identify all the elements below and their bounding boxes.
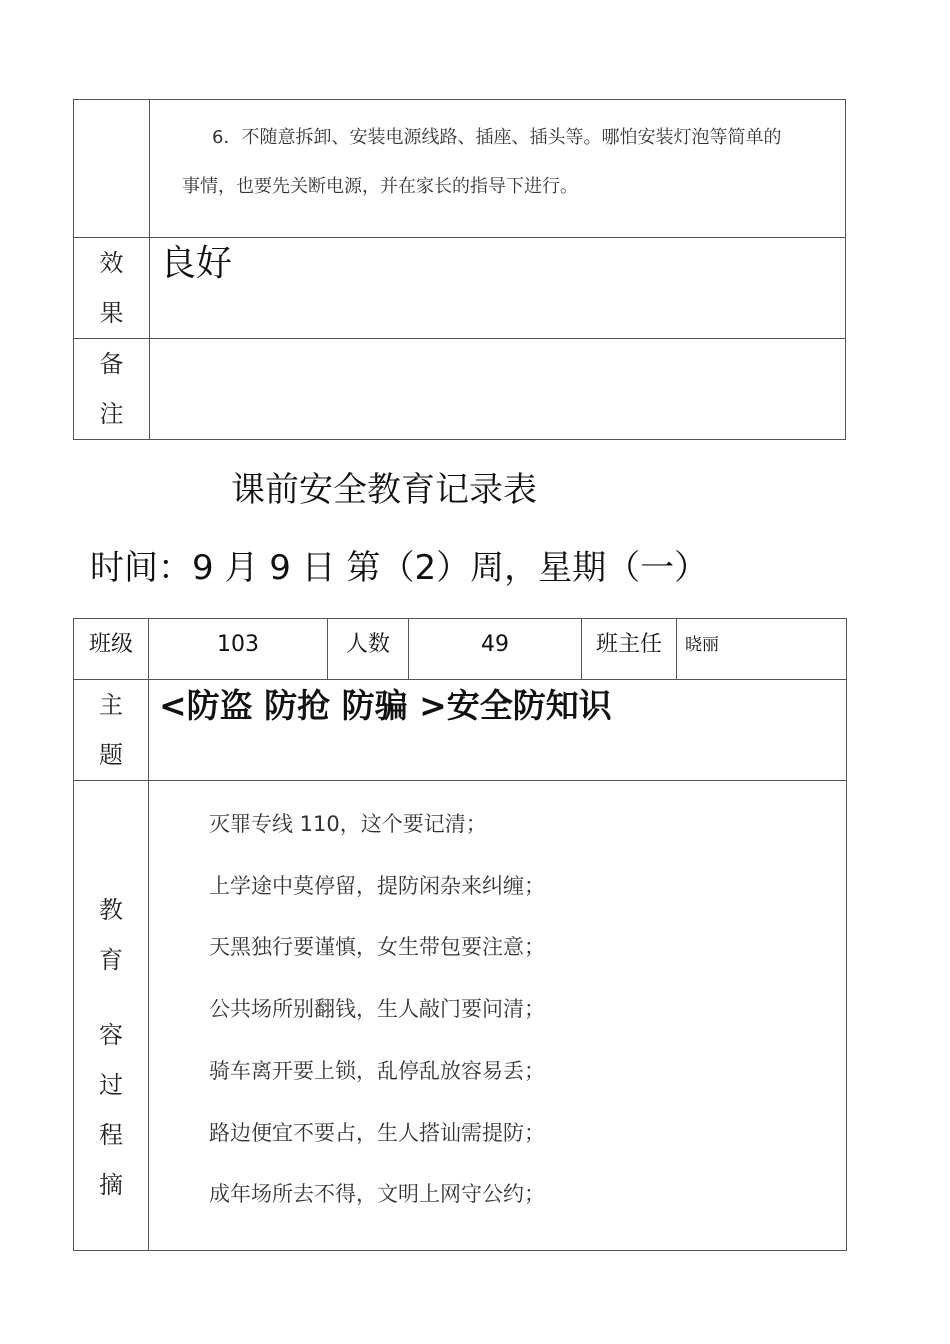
content-line: 公共场所别翻钱，生人敲门要问清； [209, 997, 545, 1022]
effect-label-char: 效 [99, 249, 124, 277]
remark-label-char: 注 [99, 400, 124, 428]
class-value: 103 [149, 619, 328, 680]
content-label-char: 教 [99, 896, 123, 924]
empty-label-cell [74, 100, 150, 238]
content-line: 成年场所去不得，文明上网守公约； [209, 1182, 545, 1207]
top-table [73, 99, 846, 440]
content-line: 上学途中莫停留，提防闲杂来纠缠； [209, 873, 545, 898]
topic-label-char: 主 [99, 691, 123, 719]
remark-label-char: 备 [99, 350, 124, 378]
continued-text: 6．不随意拆卸、安装电源线路、插座、插头等。哪怕安装灯泡等简单的事情，也要先关断电源，并在家长的指导下进行。 [182, 127, 782, 197]
topic-label-cell [74, 680, 149, 781]
class-label: 班级 [74, 619, 149, 680]
record-table [73, 618, 847, 1251]
content-label-cell [74, 781, 149, 1251]
effect-label-cell [74, 238, 150, 339]
remark-value-cell [150, 339, 846, 440]
count-value: 49 [409, 619, 582, 680]
topic-label-char: 题 [99, 741, 123, 769]
continued-content-cell [150, 100, 846, 238]
content-label-char: 育 [99, 946, 123, 974]
teacher-label: 班主任 [582, 619, 677, 680]
effect-label-char: 果 [99, 299, 124, 327]
effect-value: 良好 [160, 243, 233, 284]
content-line: 灭罪专线 110，这个要记清； [209, 812, 487, 836]
content-label-char: 程 [99, 1121, 123, 1149]
topic-value: <防盗 防抢 防骗 >安全防知识 [159, 686, 612, 725]
remark-label-cell [74, 339, 150, 440]
content-line: 骑车离开要上锁，乱停乱放容易丢； [209, 1058, 545, 1083]
content-line: 路边便宜不要占，生人搭讪需提防； [209, 1120, 545, 1145]
effect-value-cell [150, 238, 846, 339]
content-label-char: 摘 [99, 1171, 123, 1199]
content-label-char: 容 [99, 1021, 123, 1049]
time-line: 时间：9 月 9 日 第（2）周，星期（一） [90, 548, 709, 588]
count-label: 人数 [328, 619, 409, 680]
content-lines [149, 781, 846, 1250]
teacher-value: 晓丽 [677, 619, 847, 680]
topic-value-cell [149, 680, 847, 781]
page-title: 课前安全教育记录表 [231, 470, 537, 510]
content-label-char: 过 [99, 1071, 123, 1099]
content-line: 天黑独行要谨慎，女生带包要注意； [209, 935, 545, 960]
content-cell [149, 781, 847, 1251]
